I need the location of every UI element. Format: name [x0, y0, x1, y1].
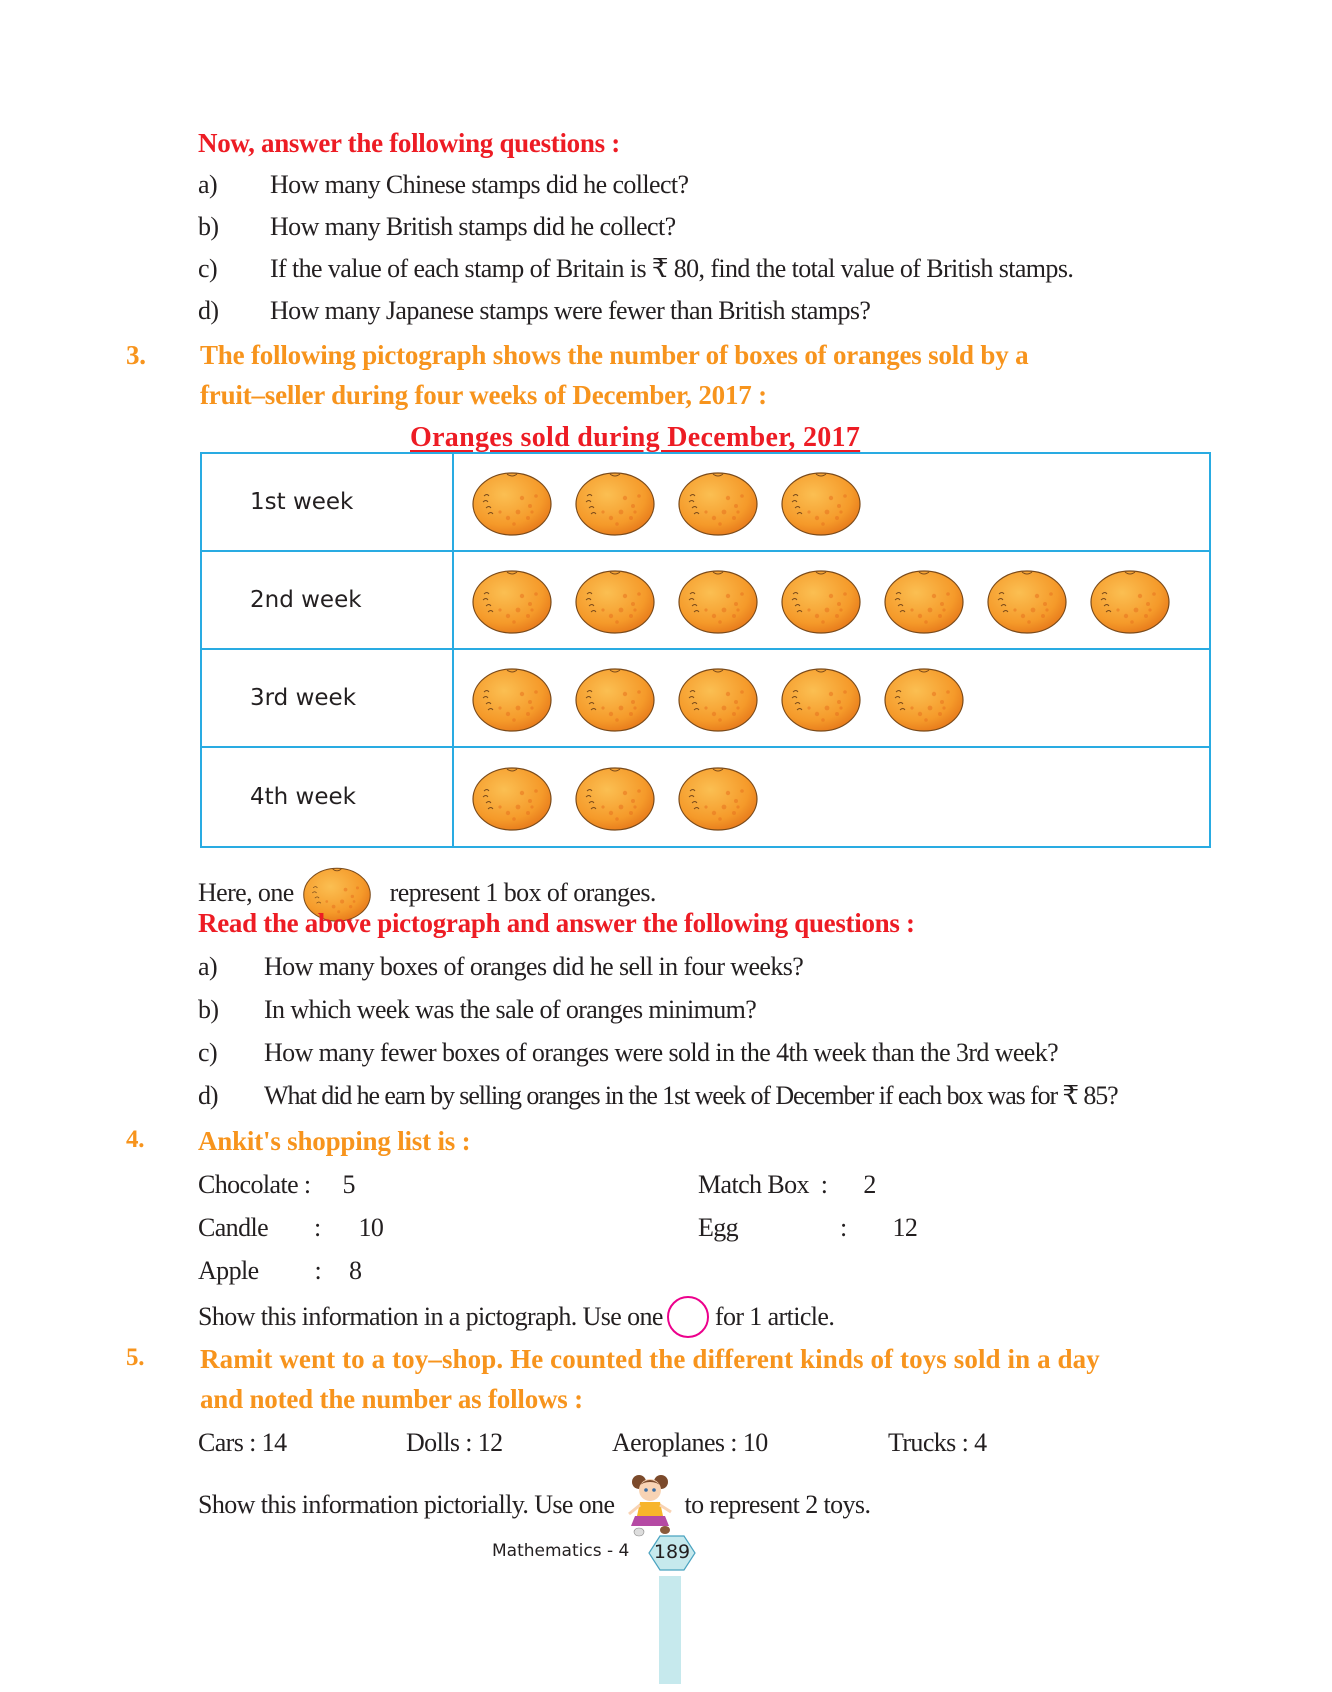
question-label: b): [198, 212, 219, 241]
orange-icon: [985, 566, 1069, 634]
q3-line1: The following pictograph shows the number of boxes of oranges sold by a: [200, 340, 1029, 370]
pictograph-table: [200, 452, 1211, 848]
item-value: 8: [348, 1256, 362, 1285]
row-label: 2nd week: [202, 552, 454, 648]
instruction-suffix: to represent 2 toys.: [684, 1490, 871, 1519]
question-b: [198, 212, 676, 242]
q3-question-b: [198, 995, 756, 1025]
item-sep: :: [313, 1213, 321, 1242]
question-label: c): [198, 254, 217, 283]
questions-heading: Now, answer the following questions :: [198, 128, 620, 158]
q3-line2: fruit–seller during four weeks of December, 2017 :: [200, 380, 767, 410]
question-a: [198, 170, 689, 200]
orange-icon: [676, 763, 760, 831]
q4-heading: Ankit's shopping list is :: [198, 1126, 471, 1156]
page-number: 189: [653, 1541, 691, 1563]
question-text: How many fewer boxes of oranges were sold in the 4th week than the 3rd week?: [264, 1038, 1059, 1067]
question-label: b): [198, 995, 219, 1024]
question-text: How many British stamps did he collect?: [270, 212, 676, 241]
item-sep: :: [303, 1170, 311, 1199]
orange-icon: [573, 664, 657, 732]
shopping-item-matchbox: [698, 1170, 876, 1200]
item-sep: :: [314, 1256, 322, 1285]
item-name: Match Box: [698, 1170, 809, 1199]
item-name: Apple: [198, 1256, 259, 1285]
question-text: How many Japanese stamps were fewer than British stamps?: [270, 296, 871, 325]
orange-icon: [470, 468, 554, 536]
row-label: 4th week: [202, 748, 454, 846]
instruction-prefix: Show this information pictorially. Use one: [198, 1490, 615, 1519]
instruction-suffix: for 1 article.: [714, 1302, 835, 1331]
key-suffix: represent 1 box of oranges.: [389, 878, 656, 907]
orange-icon: [882, 566, 966, 634]
pictograph-row: [202, 748, 1209, 846]
orange-icons: [470, 454, 863, 550]
item-value: 10: [358, 1213, 384, 1242]
pictograph-row: [202, 454, 1209, 552]
doll-icon: [621, 1472, 679, 1538]
pictograph-row: [202, 650, 1209, 748]
orange-icon: [779, 468, 863, 536]
orange-icon: [573, 468, 657, 536]
item-value: 5: [342, 1170, 355, 1199]
key-prefix: Here, one: [198, 878, 294, 907]
circle-icon: [667, 1296, 709, 1338]
row-label: 3rd week: [202, 650, 454, 746]
question-d: [198, 296, 870, 326]
orange-icon: [573, 763, 657, 831]
q5-line1: Ramit went to a toy–shop. He counted the different kinds of toys sold in a day: [200, 1344, 1100, 1374]
question-text: In which week was the sale of oranges minimum?: [264, 995, 757, 1024]
orange-icons: [470, 650, 966, 746]
pictograph-row: [202, 552, 1209, 650]
orange-icon: [1088, 566, 1172, 634]
question-text: What did he earn by selling oranges in the 1st week of December if each box was for ₹ 85?: [264, 1081, 1118, 1110]
item-sep: :: [820, 1170, 828, 1199]
orange-icon: [470, 566, 554, 634]
orange-icon: [470, 763, 554, 831]
orange-icon: [882, 664, 966, 732]
page-number-badge: [648, 1535, 696, 1571]
item-value: 2: [863, 1170, 876, 1199]
orange-icon: [779, 566, 863, 634]
shopping-item-egg: [698, 1213, 917, 1243]
question-label: c): [198, 1038, 217, 1067]
orange-icons: [470, 552, 1172, 648]
item-name: Chocolate: [198, 1170, 299, 1199]
q3-question-d: [198, 1081, 1118, 1111]
question-label: a): [198, 170, 217, 199]
orange-icon: [573, 566, 657, 634]
q4-instruction: [198, 1296, 834, 1338]
toy-aeroplanes: Aeroplanes : 10: [612, 1428, 768, 1457]
orange-icon: [779, 664, 863, 732]
book-title: Mathematics - 4: [492, 1541, 630, 1561]
item-sep: :: [840, 1213, 847, 1242]
question-number-3: 3.: [126, 340, 146, 370]
question-text: How many Chinese stamps did he collect?: [270, 170, 689, 199]
read-pictograph-heading: Read the above pictograph and answer the following questions :: [198, 908, 915, 938]
page-tab-bar: [659, 1576, 681, 1684]
q5-line2: and noted the number as follows :: [200, 1384, 583, 1414]
question-number-4: 4.: [126, 1126, 145, 1153]
orange-icons: [470, 748, 760, 846]
item-name: Candle: [198, 1213, 269, 1242]
item-value: 12: [892, 1213, 918, 1242]
orange-icon: [676, 468, 760, 536]
shopping-item-chocolate: [198, 1170, 355, 1200]
shopping-item-candle: [198, 1213, 383, 1243]
orange-icon: [470, 664, 554, 732]
item-name: Egg: [698, 1213, 739, 1242]
toy-trucks: Trucks : 4: [888, 1428, 987, 1457]
orange-icon: [676, 566, 760, 634]
toy-cars: Cars : 14: [198, 1428, 287, 1457]
question-label: d): [198, 1081, 218, 1110]
question-text: How many boxes of oranges did he sell in four weeks?: [264, 952, 804, 981]
row-label: 1st week: [202, 454, 454, 550]
question-label: a): [198, 952, 217, 981]
pictograph-title: Oranges sold during December, 2017: [410, 422, 861, 453]
q3-question-c: [198, 1038, 1058, 1068]
question-c: [198, 254, 1073, 284]
toy-dolls: Dolls : 12: [406, 1428, 503, 1457]
question-text: If the value of each stamp of Britain is ₹ 80, find the total value of British stamps.: [270, 254, 1074, 283]
question-number-5: 5.: [126, 1344, 145, 1371]
q3-question-a: [198, 952, 803, 982]
q5-instruction: [198, 1472, 870, 1538]
orange-icon: [676, 664, 760, 732]
instruction-prefix: Show this information in a pictograph. Use one: [198, 1302, 663, 1331]
question-label: d): [198, 296, 219, 325]
shopping-item-apple: [198, 1256, 361, 1286]
